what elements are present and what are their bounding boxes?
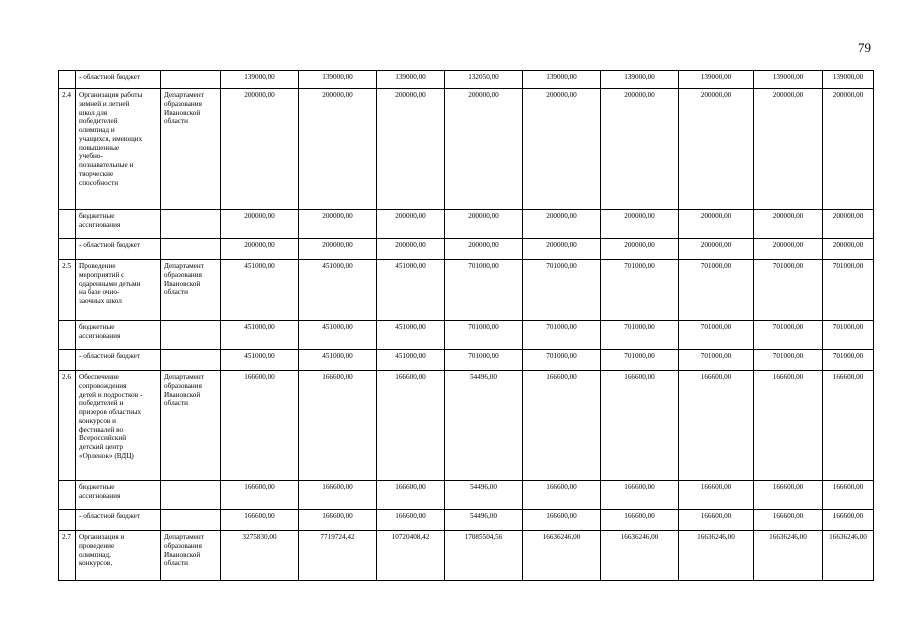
amount-cell: 166600,00 bbox=[601, 481, 679, 510]
amount-cell: 139000,00 bbox=[679, 71, 754, 89]
amount-cell: 200000,00 bbox=[823, 89, 874, 210]
amount-cell: 200000,00 bbox=[523, 239, 601, 260]
table-row bbox=[59, 239, 874, 260]
amount-cell: 451000,00 bbox=[377, 350, 445, 371]
amount-cell: 139000,00 bbox=[377, 71, 445, 89]
amount-cell: 166600,00 bbox=[823, 371, 874, 481]
amount-cell: 54496,00 bbox=[445, 371, 523, 481]
amount-cell: 200000,00 bbox=[823, 239, 874, 260]
amount-cell: 166600,00 bbox=[523, 510, 601, 531]
amount-cell: 200000,00 bbox=[679, 210, 754, 239]
row-responsible: Департамент образования Ивановской области bbox=[161, 531, 221, 581]
row-responsible bbox=[161, 481, 221, 510]
amount-cell: 166600,00 bbox=[221, 371, 299, 481]
row-description: бюджетные ассигнования bbox=[76, 481, 161, 510]
amount-cell: 16636246,00 bbox=[679, 531, 754, 581]
amount-cell: 200000,00 bbox=[679, 89, 754, 210]
amount-cell: 451000,00 bbox=[221, 260, 299, 321]
amount-cell: 701000,00 bbox=[523, 350, 601, 371]
amount-cell: 200000,00 bbox=[445, 210, 523, 239]
amount-cell: 200000,00 bbox=[377, 239, 445, 260]
amount-cell: 200000,00 bbox=[445, 239, 523, 260]
amount-cell: 166600,00 bbox=[679, 510, 754, 531]
amount-cell: 701000,00 bbox=[823, 350, 874, 371]
amount-cell: 166600,00 bbox=[754, 481, 823, 510]
row-index bbox=[59, 481, 76, 510]
row-description: бюджетные ассигнования bbox=[76, 321, 161, 350]
row-index: 2.4 bbox=[59, 89, 76, 210]
amount-cell: 701000,00 bbox=[754, 321, 823, 350]
amount-cell: 200000,00 bbox=[754, 210, 823, 239]
amount-cell: 200000,00 bbox=[221, 89, 299, 210]
row-responsible bbox=[161, 239, 221, 260]
amount-cell: 3275830,00 bbox=[221, 531, 299, 581]
row-index bbox=[59, 239, 76, 260]
amount-cell: 451000,00 bbox=[377, 260, 445, 321]
amount-cell: 166600,00 bbox=[823, 481, 874, 510]
amount-cell: 701000,00 bbox=[445, 321, 523, 350]
amount-cell: 166600,00 bbox=[221, 510, 299, 531]
amount-cell: 166600,00 bbox=[679, 371, 754, 481]
row-responsible bbox=[161, 321, 221, 350]
row-responsible: Департамент образования Ивановской области bbox=[161, 89, 221, 210]
amount-cell: 701000,00 bbox=[601, 260, 679, 321]
amount-cell: 701000,00 bbox=[601, 321, 679, 350]
amount-cell: 200000,00 bbox=[601, 210, 679, 239]
row-index bbox=[59, 510, 76, 531]
row-description: - областной бюджет bbox=[76, 350, 161, 371]
amount-cell: 166600,00 bbox=[377, 510, 445, 531]
table-row bbox=[59, 321, 874, 350]
row-responsible: Департамент образования Ивановской области bbox=[161, 371, 221, 481]
amount-cell: 166600,00 bbox=[299, 371, 377, 481]
amount-cell: 166600,00 bbox=[523, 481, 601, 510]
table-row bbox=[59, 89, 874, 210]
amount-cell: 200000,00 bbox=[754, 239, 823, 260]
amount-cell: 451000,00 bbox=[299, 260, 377, 321]
table-row bbox=[59, 260, 874, 321]
amount-cell: 701000,00 bbox=[523, 321, 601, 350]
amount-cell: 166600,00 bbox=[377, 481, 445, 510]
amount-cell: 16636246,00 bbox=[601, 531, 679, 581]
amount-cell: 200000,00 bbox=[823, 210, 874, 239]
amount-cell: 166600,00 bbox=[601, 510, 679, 531]
amount-cell: 166600,00 bbox=[221, 481, 299, 510]
amount-cell: 200000,00 bbox=[601, 239, 679, 260]
amount-cell: 139000,00 bbox=[299, 71, 377, 89]
amount-cell: 200000,00 bbox=[299, 239, 377, 260]
amount-cell: 701000,00 bbox=[754, 260, 823, 321]
page-number: 79 bbox=[858, 40, 871, 55]
amount-cell: 200000,00 bbox=[377, 89, 445, 210]
amount-cell: 139000,00 bbox=[754, 71, 823, 89]
amount-cell: 54496,00 bbox=[445, 510, 523, 531]
amount-cell: 139000,00 bbox=[523, 71, 601, 89]
amount-cell: 701000,00 bbox=[445, 350, 523, 371]
amount-cell: 200000,00 bbox=[679, 239, 754, 260]
amount-cell: 701000,00 bbox=[601, 350, 679, 371]
amount-cell: 451000,00 bbox=[299, 350, 377, 371]
amount-cell: 701000,00 bbox=[823, 321, 874, 350]
row-index: 2.7 bbox=[59, 531, 76, 581]
amount-cell: 166600,00 bbox=[377, 371, 445, 481]
amount-cell: 16636246,00 bbox=[523, 531, 601, 581]
amount-cell: 200000,00 bbox=[377, 210, 445, 239]
amount-cell: 701000,00 bbox=[823, 260, 874, 321]
row-responsible bbox=[161, 71, 221, 89]
row-index bbox=[59, 350, 76, 371]
amount-cell: 166600,00 bbox=[823, 510, 874, 531]
budget-table bbox=[58, 70, 874, 581]
amount-cell: 200000,00 bbox=[601, 89, 679, 210]
amount-cell: 139000,00 bbox=[601, 71, 679, 89]
amount-cell: 701000,00 bbox=[445, 260, 523, 321]
amount-cell: 200000,00 bbox=[445, 89, 523, 210]
row-description: Проведение мероприятий с одаренными детьми на базе очно- заочных школ bbox=[76, 260, 161, 321]
amount-cell: 200000,00 bbox=[754, 89, 823, 210]
amount-cell: 139000,00 bbox=[221, 71, 299, 89]
row-description: бюджетные ассигнования bbox=[76, 210, 161, 239]
amount-cell: 200000,00 bbox=[523, 210, 601, 239]
row-responsible: Департамент образования Ивановской области bbox=[161, 260, 221, 321]
amount-cell: 132050,00 bbox=[445, 71, 523, 89]
row-description: - областной бюджет bbox=[76, 510, 161, 531]
amount-cell: 200000,00 bbox=[221, 210, 299, 239]
amount-cell: 451000,00 bbox=[299, 321, 377, 350]
amount-cell: 54496,00 bbox=[445, 481, 523, 510]
table-row bbox=[59, 481, 874, 510]
row-index: 2.5 bbox=[59, 260, 76, 321]
table-row bbox=[59, 210, 874, 239]
amount-cell: 166600,00 bbox=[679, 481, 754, 510]
table-row bbox=[59, 371, 874, 481]
row-description: Обеспечение сопровождения детей и подростков - победителей и призеров областных конкурсов и фестивалей во Всероссийский детский центр «Орленок» (ВДЦ) bbox=[76, 371, 161, 481]
row-description: - областной бюджет bbox=[76, 239, 161, 260]
amount-cell: 16636246,00 bbox=[823, 531, 874, 581]
amount-cell: 166600,00 bbox=[299, 481, 377, 510]
amount-cell: 200000,00 bbox=[221, 239, 299, 260]
table-row bbox=[59, 510, 874, 531]
amount-cell: 701000,00 bbox=[523, 260, 601, 321]
amount-cell: 701000,00 bbox=[679, 350, 754, 371]
amount-cell: 166600,00 bbox=[754, 371, 823, 481]
amount-cell: 7719724,42 bbox=[299, 531, 377, 581]
amount-cell: 200000,00 bbox=[523, 89, 601, 210]
row-index: 2.6 bbox=[59, 371, 76, 481]
amount-cell: 16636246,00 bbox=[754, 531, 823, 581]
amount-cell: 166600,00 bbox=[299, 510, 377, 531]
amount-cell: 701000,00 bbox=[754, 350, 823, 371]
row-index bbox=[59, 210, 76, 239]
table-row bbox=[59, 350, 874, 371]
row-description: - областной бюджет bbox=[76, 71, 161, 89]
amount-cell: 451000,00 bbox=[377, 321, 445, 350]
amount-cell: 166600,00 bbox=[523, 371, 601, 481]
table-row bbox=[59, 71, 874, 89]
amount-cell: 10720408,42 bbox=[377, 531, 445, 581]
amount-cell: 200000,00 bbox=[299, 210, 377, 239]
row-index bbox=[59, 321, 76, 350]
row-responsible bbox=[161, 350, 221, 371]
row-description: Организация работы зимней и летней школ для победителей олимпиад и учащихся, имеющих повышенные учебно- познавательные и творческие способности bbox=[76, 89, 161, 210]
amount-cell: 200000,00 bbox=[299, 89, 377, 210]
table-row bbox=[59, 531, 874, 581]
amount-cell: 166600,00 bbox=[601, 371, 679, 481]
amount-cell: 17085504,56 bbox=[445, 531, 523, 581]
row-responsible bbox=[161, 210, 221, 239]
row-index bbox=[59, 71, 76, 89]
amount-cell: 701000,00 bbox=[679, 260, 754, 321]
row-description: Организация и проведение олимпиад, конкурсов, bbox=[76, 531, 161, 581]
amount-cell: 166600,00 bbox=[754, 510, 823, 531]
amount-cell: 451000,00 bbox=[221, 350, 299, 371]
amount-cell: 139000,00 bbox=[823, 71, 874, 89]
amount-cell: 451000,00 bbox=[221, 321, 299, 350]
amount-cell: 701000,00 bbox=[679, 321, 754, 350]
row-responsible bbox=[161, 510, 221, 531]
